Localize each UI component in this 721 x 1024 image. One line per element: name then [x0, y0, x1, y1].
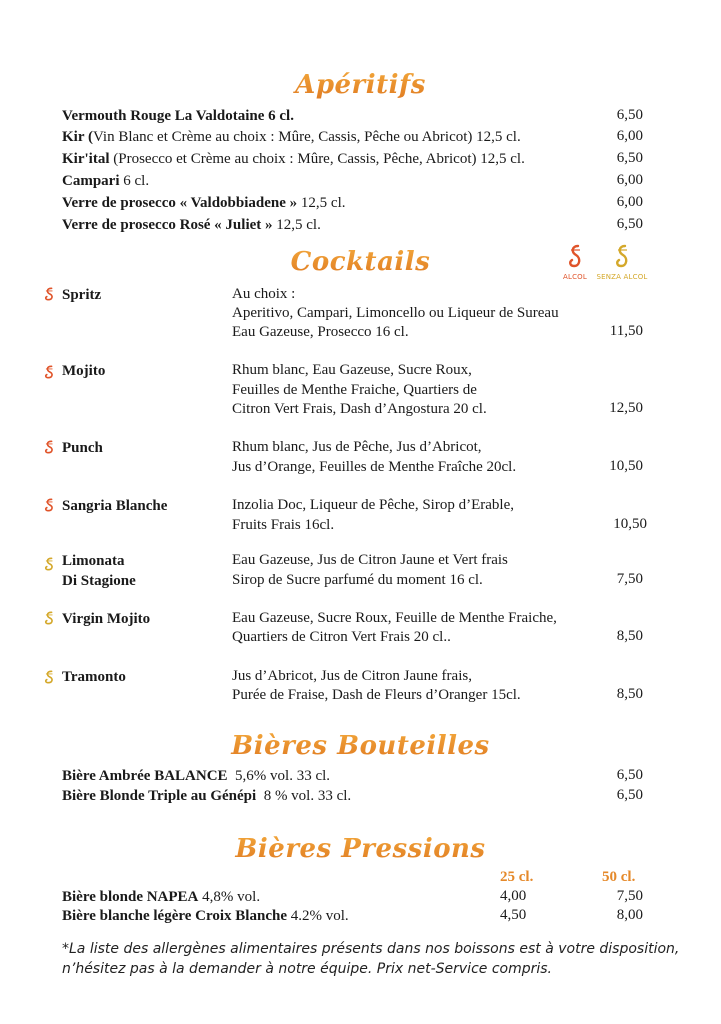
- cocktail-name: Limonata: [62, 553, 125, 569]
- cocktail-name: Mojito: [62, 363, 106, 379]
- price: 10,50: [609, 458, 643, 474]
- list-item: Bière blanche légère Croix Blanche 4.2% vol.: [62, 908, 349, 924]
- alcohol-icon: [43, 287, 55, 301]
- price: 6,50: [616, 767, 643, 783]
- section-title-bieres-bouteilles: Bières Bouteilles: [0, 731, 721, 761]
- allergen-note-line: n’hésitez pas à la demander à notre équipe. Prix net-Service compris.: [62, 961, 553, 977]
- price: 6,00: [616, 194, 643, 210]
- cocktail-desc-line: Sirop de Sucre parfumé du moment 16 cl.: [232, 572, 483, 588]
- alcohol-icon: [568, 244, 582, 270]
- cocktail-desc-line: Quartiers de Citron Vert Frais 20 cl..: [232, 629, 451, 645]
- cocktail-desc-line: Eau Gazeuse, Jus de Citron Jaune et Vert frais: [232, 552, 508, 568]
- column-header-25cl: 25 cl.: [500, 869, 534, 885]
- price-25cl: 4,00: [500, 888, 527, 904]
- price: 10,50: [613, 516, 647, 532]
- no-alcohol-icon: [43, 670, 55, 684]
- column-header-50cl: 50 cl.: [602, 869, 636, 885]
- no-alcohol-icon: [615, 244, 629, 270]
- list-item: Kir (Vin Blanc et Crème au choix : Mûre, Cassis, Pêche ou Abricot) 12,5 cl.: [62, 129, 521, 145]
- price: 6,50: [616, 787, 643, 803]
- alcohol-icon: [43, 498, 55, 512]
- price: 6,50: [616, 216, 643, 232]
- price: 8,50: [616, 628, 643, 644]
- cocktail-desc-line: Citron Vert Frais, Dash d’Angostura 20 cl.: [232, 401, 487, 417]
- cocktail-desc-line: Fruits Frais 16cl.: [232, 517, 335, 533]
- list-item: Verre de prosecco « Valdobbiadene » 12,5 cl.: [62, 195, 346, 211]
- price: 6,50: [616, 107, 643, 123]
- price: 11,50: [609, 323, 643, 339]
- no-alcohol-icon: [43, 611, 55, 625]
- price-50cl: 8,00: [616, 907, 643, 923]
- cocktail-desc-line: Eau Gazeuse, Sucre Roux, Feuille de Menthe Fraiche,: [232, 610, 557, 626]
- list-item: Kir'ital (Prosecco et Crème au choix : Mûre, Cassis, Pêche, Abricot) 12,5 cl.: [62, 151, 525, 167]
- cocktail-desc-line: Inzolia Doc, Liqueur de Pêche, Sirop d’Erable,: [232, 497, 514, 513]
- cocktail-desc-line: Jus d’Abricot, Jus de Citron Jaune frais,: [232, 668, 472, 684]
- list-item: Verre de prosecco Rosé « Juliet » 12,5 cl.: [62, 217, 321, 233]
- allergen-note-line: *La liste des allergènes alimentaires présents dans nos boissons est à votre disposition,: [62, 941, 680, 957]
- alcohol-icon: [43, 365, 55, 379]
- cocktail-name: Virgin Mojito: [62, 611, 151, 627]
- price: 6,50: [616, 150, 643, 166]
- list-item: Bière blonde NAPEA 4,8% vol.: [62, 889, 261, 905]
- price-25cl: 4,50: [500, 907, 527, 923]
- price: 7,50: [616, 571, 643, 587]
- cocktail-desc-line: Eau Gazeuse, Prosecco 16 cl.: [232, 324, 409, 340]
- cocktail-name: Di Stagione: [62, 573, 136, 589]
- alcohol-icon: [43, 440, 55, 454]
- price: 12,50: [609, 400, 643, 416]
- list-item: Bière Blonde Triple au Génépi 8 % vol. 33 cl.: [62, 788, 352, 804]
- cocktail-desc-line: Jus d’Orange, Feuilles de Menthe Fraîche 20cl.: [232, 459, 517, 475]
- section-title-bieres-pressions: Bières Pressions: [0, 834, 721, 864]
- cocktail-desc-line: Rhum blanc, Eau Gazeuse, Sucre Roux,: [232, 362, 472, 378]
- cocktail-name: Spritz: [62, 287, 102, 303]
- section-title-cocktails: Cocktails: [0, 247, 721, 277]
- section-title-aperitifs: Apéritifs: [0, 70, 721, 100]
- cocktail-desc-line: Aperitivo, Campari, Limoncello ou Liqueur de Sureau: [232, 305, 559, 321]
- no-alcohol-icon: [43, 557, 55, 571]
- list-item: Vermouth Rouge La Valdotaine 6 cl.: [62, 108, 294, 124]
- price-50cl: 7,50: [616, 888, 643, 904]
- legend-alcohol: ALCOL: [563, 273, 587, 281]
- cocktail-desc-line: Rhum blanc, Jus de Pêche, Jus d’Abricot,: [232, 439, 482, 455]
- cocktail-name: Tramonto: [62, 669, 126, 685]
- cocktail-name: Sangria Blanche: [62, 498, 168, 514]
- price: 8,50: [616, 686, 643, 702]
- cocktail-desc-line: Au choix :: [232, 286, 296, 302]
- legend-no-alcohol: SENZA ALCOL: [596, 273, 648, 281]
- list-item: Campari 6 cl.: [62, 173, 150, 189]
- price: 6,00: [616, 172, 643, 188]
- price: 6,00: [616, 128, 643, 144]
- cocktail-desc-line: Feuilles de Menthe Fraiche, Quartiers de: [232, 382, 477, 398]
- cocktail-name: Punch: [62, 440, 103, 456]
- list-item: Bière Ambrée BALANCE 5,6% vol. 33 cl.: [62, 768, 331, 784]
- cocktail-desc-line: Purée de Fraise, Dash de Fleurs d’Oranger 15cl.: [232, 687, 521, 703]
